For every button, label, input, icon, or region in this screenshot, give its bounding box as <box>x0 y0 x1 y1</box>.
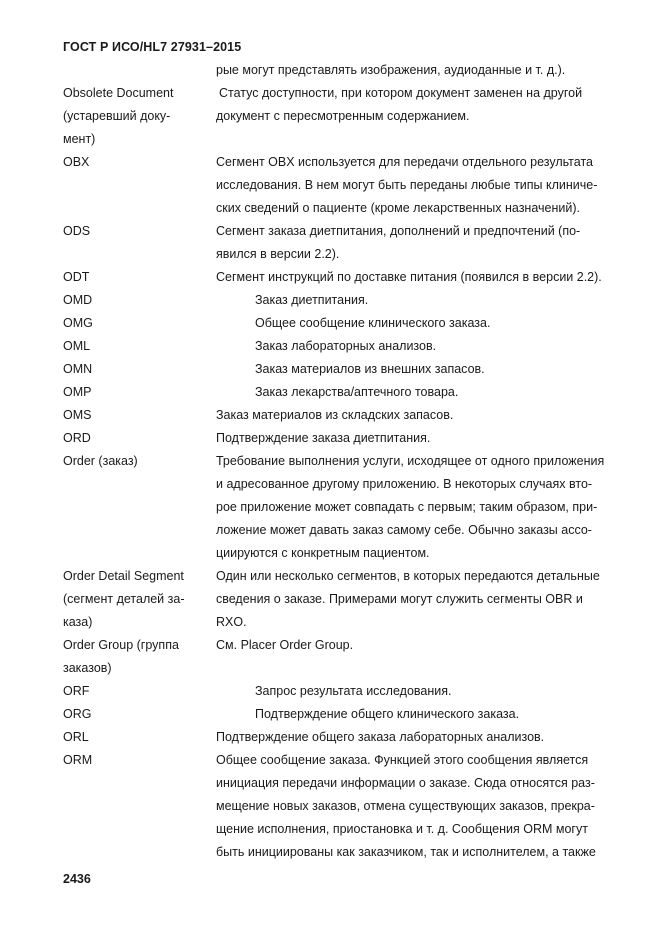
term-line: OML <box>63 339 91 353</box>
term-line: OMP <box>63 385 92 399</box>
definition-line: ложение может давать заказ самому себе. Обычно заказы ассо- <box>216 523 592 537</box>
term-line: ORD <box>63 431 91 445</box>
term-line: заказов) <box>63 661 112 675</box>
term-line: мент) <box>63 132 96 146</box>
document-header: ГОСТ Р ИСО/HL7 27931–2015 <box>63 40 242 54</box>
definition-line: рые могут представлять изображения, аудиоданные и т. д.). <box>216 63 566 77</box>
term-line: Obsolete Document <box>63 86 174 100</box>
definition-line: Подтверждение общего заказа лабораторных анализов. <box>216 730 545 744</box>
term-line: ORL <box>63 730 89 744</box>
term-line: OMG <box>63 316 93 330</box>
definition-line: Запрос результата исследования. <box>255 684 452 698</box>
definition-line: См. Placer Order Group. <box>216 638 354 652</box>
definition-line: Подтверждение заказа диетпитания. <box>216 431 431 445</box>
term-line: ORF <box>63 684 90 698</box>
term-line: ODS <box>63 224 91 238</box>
term-line: OMD <box>63 293 93 307</box>
definition-line: явился в версии 2.2). <box>216 247 340 261</box>
definition-line: циируются с конкретным пациентом. <box>216 546 430 560</box>
definition-line: Заказ материалов из складских запасов. <box>216 408 454 422</box>
term-line: Order (заказ) <box>63 454 138 468</box>
term-line: Order Group (группа <box>63 638 179 652</box>
definition-line: Требование выполнения услуги, исходящее от одного приложения <box>216 454 605 468</box>
definition-line: Сегмент инструкций по доставке питания (появился в версии 2.2). <box>216 270 602 284</box>
term-line: ORG <box>63 707 92 721</box>
definition-line: RXO. <box>216 615 247 629</box>
term-line: OMS <box>63 408 92 422</box>
definition-line: Сегмент заказа диетпитания, дополнений и предпочтений (по- <box>216 224 581 238</box>
definition-line: инициация передачи информации о заказе. Сюда относятся раз- <box>216 776 595 790</box>
term-line: (сегмент деталей за- <box>63 592 185 606</box>
definition-line: Заказ лабораторных анализов. <box>255 339 437 353</box>
definition-line: Один или несколько сегментов, в которых передаются детальные <box>216 569 600 583</box>
definition-line: Заказ лекарства/аптечного товара. <box>255 385 459 399</box>
term-line: ODT <box>63 270 90 284</box>
page-number: 2436 <box>63 872 91 886</box>
term-line: Order Detail Segment <box>63 569 184 583</box>
definition-line: документ с пересмотренным содержанием. <box>216 109 470 123</box>
definition-line: мещение новых заказов, отмена существующих заказов, прекра- <box>216 799 595 813</box>
definition-line: Заказ диетпитания. <box>255 293 369 307</box>
definition-line: быть инициированы как заказчиком, так и исполнителем, а также <box>216 845 596 859</box>
definition-line: исследования. В нем могут быть переданы любые типы клиниче- <box>216 178 598 192</box>
definition-line: Заказ материалов из внешних запасов. <box>255 362 485 376</box>
term-line: OBX <box>63 155 90 169</box>
term-line: (устаревший доку- <box>63 109 171 123</box>
definition-line: Общее сообщение клинического заказа. <box>255 316 491 330</box>
definition-line: и адресованное другому приложению. В некоторых случаях вто- <box>216 477 593 491</box>
definition-line: рое приложение может совпадать с первым; таким образом, при- <box>216 500 598 514</box>
definition-line: Подтверждение общего клинического заказа. <box>255 707 520 721</box>
definition-line: сведения о заказе. Примерами могут служить сегменты OBR и <box>216 592 583 606</box>
term-line: ORM <box>63 753 93 767</box>
definition-line: Сегмент OBX используется для передачи отдельного результата <box>216 155 593 169</box>
definition-line: Статус доступности, при котором документ заменен на другой <box>219 86 583 100</box>
definition-line: Общее сообщение заказа. Функцией этого сообщения является <box>216 753 589 767</box>
term-line: OMN <box>63 362 93 376</box>
term-line: каза) <box>63 615 93 629</box>
definition-line: щение исполнения, приостановка и т. д. Сообщения ORM могут <box>216 822 588 836</box>
definition-line: ских сведений о пациенте (кроме лекарственных назначений). <box>216 201 580 215</box>
